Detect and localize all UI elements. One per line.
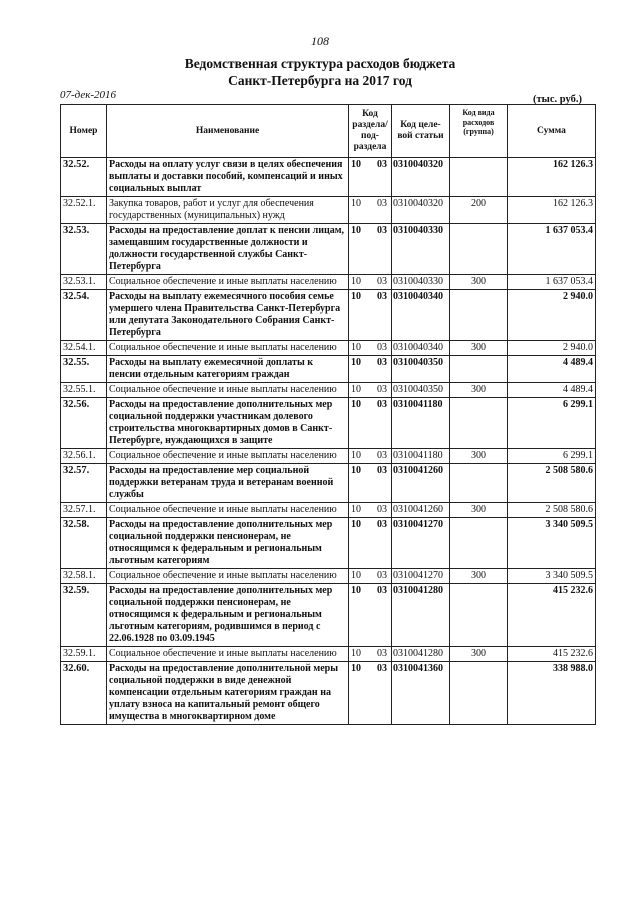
row-number: 32.53.1. <box>61 275 107 290</box>
table-row <box>61 290 596 341</box>
section-code: 10 <box>351 648 361 659</box>
row-sum: 2 940.0 <box>508 290 596 341</box>
subsection-code: 03 <box>377 225 387 236</box>
table-row <box>61 449 596 464</box>
row-number: 32.53. <box>61 224 107 275</box>
row-target-code: 0310041270 <box>392 518 450 569</box>
row-number: 32.52. <box>61 158 107 197</box>
section-code: 10 <box>351 585 361 596</box>
section-code: 10 <box>351 570 361 581</box>
row-sum: 6 299.1 <box>508 449 596 464</box>
row-number: 32.59.1. <box>61 647 107 662</box>
row-target-code: 0310040350 <box>392 383 450 398</box>
row-number: 32.58. <box>61 518 107 569</box>
subsection-code: 03 <box>377 570 387 581</box>
row-section-code <box>349 383 392 398</box>
section-code: 10 <box>351 465 361 476</box>
row-kvr-code <box>450 464 508 503</box>
table-row <box>61 647 596 662</box>
subsection-code: 03 <box>377 342 387 353</box>
table-row <box>61 158 596 197</box>
row-section-code <box>349 341 392 356</box>
row-target-code: 0310041280 <box>392 584 450 647</box>
section-code: 10 <box>351 663 361 674</box>
section-code: 10 <box>351 159 361 170</box>
section-code: 10 <box>351 384 361 395</box>
header-target: Код целе- вой статьи <box>392 105 450 158</box>
table-row <box>61 356 596 383</box>
subsection-code: 03 <box>377 291 387 302</box>
section-code: 10 <box>351 399 361 410</box>
row-sum: 1 637 053.4 <box>508 275 596 290</box>
row-number: 32.55.1. <box>61 383 107 398</box>
page-title: Ведомственная структура расходов бюджета <box>184 56 456 71</box>
row-section-code <box>349 290 392 341</box>
document-date: 07-дек-2016 <box>60 89 117 101</box>
row-name: Социальное обеспечение и иные выплаты населению <box>107 503 349 518</box>
row-number: 32.57. <box>61 464 107 503</box>
row-number: 32.56. <box>61 398 107 449</box>
row-sum: 162 126.3 <box>508 158 596 197</box>
table-row <box>61 503 596 518</box>
table-row <box>61 224 596 275</box>
row-target-code: 0310041270 <box>392 569 450 584</box>
header-kvr: Код вида расходов (группа) <box>450 105 508 158</box>
row-kvr-code: 300 <box>450 341 508 356</box>
row-name: Социальное обеспечение и иные выплаты населению <box>107 341 349 356</box>
row-kvr-code: 300 <box>450 503 508 518</box>
row-name: Расходы на выплату ежемесячной доплаты к пенсии отдельным категориям граждан <box>107 356 349 383</box>
row-sum: 2 508 580.6 <box>508 503 596 518</box>
row-number: 32.57.1. <box>61 503 107 518</box>
row-section-code <box>349 224 392 275</box>
row-target-code: 0310040340 <box>392 341 450 356</box>
row-number: 32.54.1. <box>61 341 107 356</box>
row-name: Социальное обеспечение и иные выплаты населению <box>107 449 349 464</box>
row-target-code: 0310041280 <box>392 647 450 662</box>
subsection-code: 03 <box>377 465 387 476</box>
row-name: Расходы на предоставление мер социальной поддержки ветеранам труда и ветеранам военной службы <box>107 464 349 503</box>
header-number: Номер <box>61 105 107 158</box>
row-target-code: 0310041180 <box>392 398 450 449</box>
row-sum: 3 340 509.5 <box>508 569 596 584</box>
row-sum: 6 299.1 <box>508 398 596 449</box>
row-kvr-code <box>450 158 508 197</box>
section-code: 10 <box>351 519 361 530</box>
row-kvr-code: 300 <box>450 383 508 398</box>
row-section-code <box>349 158 392 197</box>
row-section-code <box>349 503 392 518</box>
row-section-code <box>349 398 392 449</box>
section-code: 10 <box>351 276 361 287</box>
row-number: 32.55. <box>61 356 107 383</box>
subsection-code: 03 <box>377 663 387 674</box>
page-subtitle: Санкт-Петербурга на 2017 год <box>228 73 412 88</box>
row-name: Социальное обеспечение и иные выплаты населению <box>107 383 349 398</box>
row-name: Социальное обеспечение и иные выплаты населению <box>107 569 349 584</box>
table-row <box>61 275 596 290</box>
row-name: Социальное обеспечение и иные выплаты населению <box>107 275 349 290</box>
row-kvr-code <box>450 224 508 275</box>
section-code: 10 <box>351 342 361 353</box>
row-sum: 4 489.4 <box>508 356 596 383</box>
row-sum: 2 508 580.6 <box>508 464 596 503</box>
row-target-code: 0310040320 <box>392 197 450 224</box>
row-number: 32.54. <box>61 290 107 341</box>
subsection-code: 03 <box>377 504 387 515</box>
table-row <box>61 197 596 224</box>
row-name: Закупка товаров, работ и услуг для обеспечения государственных (муниципальных) нужд <box>107 197 349 224</box>
row-section-code <box>349 647 392 662</box>
row-sum: 415 232.6 <box>508 647 596 662</box>
row-sum: 1 637 053.4 <box>508 224 596 275</box>
row-sum: 3 340 509.5 <box>508 518 596 569</box>
row-target-code: 0310040340 <box>392 290 450 341</box>
header-sum: Сумма <box>508 105 596 158</box>
row-name: Расходы на предоставление дополнительной меры социальной поддержки в виде денежной компенсации отдельным категориям граждан на уплату взноса на капитальный ремонт общего имущества в многоквартирном доме <box>107 662 349 725</box>
row-name: Расходы на предоставление дополнительных мер социальной поддержки пенсионерам, не относящимся к федеральным и региональным льготным категориям <box>107 518 349 569</box>
row-section-code <box>349 356 392 383</box>
section-code: 10 <box>351 225 361 236</box>
row-kvr-code: 300 <box>450 569 508 584</box>
row-kvr-code: 200 <box>450 197 508 224</box>
row-kvr-code <box>450 290 508 341</box>
table-row <box>61 341 596 356</box>
row-sum: 415 232.6 <box>508 584 596 647</box>
table-header-row <box>61 105 596 158</box>
row-number: 32.59. <box>61 584 107 647</box>
row-section-code <box>349 449 392 464</box>
subsection-code: 03 <box>377 648 387 659</box>
row-sum: 2 940.0 <box>508 341 596 356</box>
table-row <box>61 569 596 584</box>
section-code: 10 <box>351 198 361 209</box>
subsection-code: 03 <box>377 519 387 530</box>
row-kvr-code <box>450 398 508 449</box>
row-target-code: 0310041360 <box>392 662 450 725</box>
table-row <box>61 398 596 449</box>
row-number: 32.58.1. <box>61 569 107 584</box>
section-code: 10 <box>351 357 361 368</box>
row-target-code: 0310040330 <box>392 275 450 290</box>
row-target-code: 0310041260 <box>392 464 450 503</box>
subsection-code: 03 <box>377 198 387 209</box>
row-section-code <box>349 197 392 224</box>
row-kvr-code <box>450 518 508 569</box>
subsection-code: 03 <box>377 357 387 368</box>
row-kvr-code <box>450 662 508 725</box>
row-name: Социальное обеспечение и иные выплаты населению <box>107 647 349 662</box>
row-section-code <box>349 584 392 647</box>
page-number: 108 <box>311 34 329 48</box>
row-name: Расходы на предоставление доплат к пенсии лицам, замещавшим государственные должности и должности государственной службы Санкт-Петербурга <box>107 224 349 275</box>
row-kvr-code: 300 <box>450 275 508 290</box>
row-sum: 338 988.0 <box>508 662 596 725</box>
row-name: Расходы на выплату ежемесячного пособия семье умершего члена Правительства Санкт-Петербурга или депутата Законодательного Собрания Санкт-Петербурга <box>107 290 349 341</box>
table-row <box>61 584 596 647</box>
header-name: Наименование <box>107 105 349 158</box>
table-row <box>61 518 596 569</box>
subsection-code: 03 <box>377 159 387 170</box>
row-target-code: 0310040320 <box>392 158 450 197</box>
section-code: 10 <box>351 291 361 302</box>
row-number: 32.52.1. <box>61 197 107 224</box>
row-section-code <box>349 569 392 584</box>
row-kvr-code <box>450 356 508 383</box>
row-number: 32.60. <box>61 662 107 725</box>
units-label: (тыс. руб.) <box>533 94 582 105</box>
row-number: 32.56.1. <box>61 449 107 464</box>
row-name: Расходы на предоставление дополнительных мер социальной поддержки пенсионерам, не относящимся к федеральным и региональным льготным категориям, родившимся в период с 22.06.1928 по 03.09.1945 <box>107 584 349 647</box>
row-section-code <box>349 518 392 569</box>
subsection-code: 03 <box>377 276 387 287</box>
row-section-code <box>349 275 392 290</box>
table-row <box>61 383 596 398</box>
subsection-code: 03 <box>377 450 387 461</box>
row-kvr-code: 300 <box>450 647 508 662</box>
row-name: Расходы на оплату услуг связи в целях обеспечения выплаты и доставки пособий, компенсаций и иных социальных выплат <box>107 158 349 197</box>
row-kvr-code <box>450 584 508 647</box>
row-sum: 162 126.3 <box>508 197 596 224</box>
row-section-code <box>349 464 392 503</box>
section-code: 10 <box>351 450 361 461</box>
row-target-code: 0310040350 <box>392 356 450 383</box>
header-section: Код раздела/ под- раздела <box>349 105 392 158</box>
section-code: 10 <box>351 504 361 515</box>
row-kvr-code: 300 <box>450 449 508 464</box>
subsection-code: 03 <box>377 399 387 410</box>
table-row <box>61 662 596 725</box>
row-sum: 4 489.4 <box>508 383 596 398</box>
row-target-code: 0310041180 <box>392 449 450 464</box>
budget-table <box>60 104 596 725</box>
row-section-code <box>349 662 392 725</box>
subsection-code: 03 <box>377 585 387 596</box>
row-target-code: 0310041260 <box>392 503 450 518</box>
table-row <box>61 464 596 503</box>
row-target-code: 0310040330 <box>392 224 450 275</box>
subsection-code: 03 <box>377 384 387 395</box>
row-name: Расходы на предоставление дополнительных мер социальной поддержки участникам долевого строительства многоквартирных домов в Санкт-Петербурге, нуждающихся в защите <box>107 398 349 449</box>
